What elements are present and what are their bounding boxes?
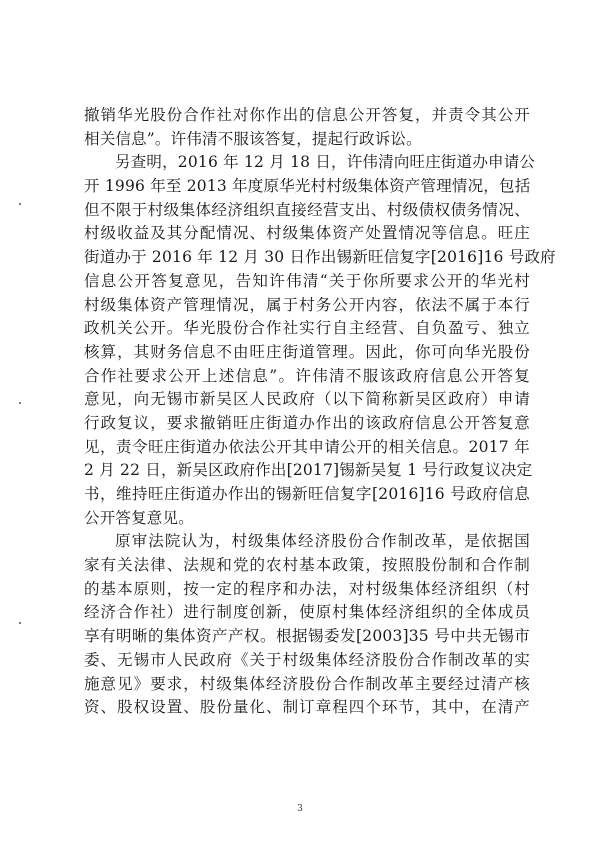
text-line: 家有关法律、法规和党的农村基本政策，按照股份制和合作制 — [84, 556, 530, 575]
scan-speck — [19, 402, 21, 404]
text-line: 公开答复意见。 — [84, 508, 194, 527]
text-line: 施意见》要求，村级集体经济股份合作制改革主要经过清产核 — [84, 674, 530, 693]
text-line: 村级收益及其分配情况、村级集体资产处置情况等信息。旺庄 — [84, 224, 530, 243]
page-number: 3 — [297, 804, 303, 814]
text-line: 核算，其财务信息不由旺庄街道管理。因此，你可向华光股份 — [84, 342, 530, 361]
text-line: 经济合作社）进行制度创新，使原村集体经济组织的全体成员 — [84, 603, 530, 622]
text-line: 信息公开答复意见，告知许伟清“关于你所要求公开的华光村 — [84, 271, 530, 290]
text-line: 撤销华光股份合作社对你作出的信息公开答复，并责令其公开 — [84, 106, 530, 124]
text-line: 村级集体资产管理情况，属于村务公开内容，依法不属于本行 — [84, 295, 530, 314]
text-line: 政机关公开。华光股份合作社实行自主经营、自负盈亏、独立 — [84, 319, 530, 338]
text-line: 原审法院认为，村级集体经济股份合作制改革，是依据国 — [115, 532, 530, 551]
text-line: 行政复议，要求撤销旺庄街道办作出的该政府信息公开答复意 — [84, 413, 530, 432]
text-line: 的基本原则，按一定的程序和办法，对村级集体经济组织（村 — [84, 579, 530, 598]
text-line: 街道办于 2016 年 12 月 30 日作出锡新旺信复字[2016]16 号政府 — [84, 248, 556, 267]
text-line: 但不限于村级集体经济组织直接经营支出、村级债权债务情况、 — [84, 200, 530, 219]
text-line: 开 1996 年至 2013 年度原华光村村级集体资产管理情况，包括 — [84, 177, 531, 196]
text-line: 合作社要求公开上述信息”。许伟清不服该政府信息公开答复 — [84, 366, 530, 385]
scan-speck — [19, 622, 21, 624]
body-text — [84, 104, 556, 720]
text-line: 相关信息”。许伟清不服该答复，提起行政诉讼。 — [84, 129, 422, 148]
text-line: 资、股权设置、股份量化、制订章程四个环节，其中，在清产 — [84, 698, 530, 717]
text-line: 意见，向无锡市新吴区人民政府（以下简称新吴区政府）申请 — [84, 390, 530, 409]
text-line: 书，维持旺庄街道办作出的锡新旺信复字[2016]16 号政府信息 — [84, 485, 530, 503]
text-line: 享有明晰的集体资产产权。根据锡委发[2003]35 号中共无锡市 — [84, 627, 530, 646]
text-line: 另查明，2016 年 12 月 18 日，许伟清向旺庄街道办申请公 — [115, 153, 536, 172]
text-line: 委、无锡市人民政府《关于村级集体经济股份合作制改革的实 — [84, 650, 530, 669]
text-line: 2 月 22 日，新吴区政府作出[2017]锡新吴复 1 号行政复议决定 — [84, 461, 533, 480]
scan-speck — [19, 203, 21, 205]
text-line: 见，责令旺庄街道办依法公开其申请公开的相关信息。2017 年 — [84, 437, 530, 456]
